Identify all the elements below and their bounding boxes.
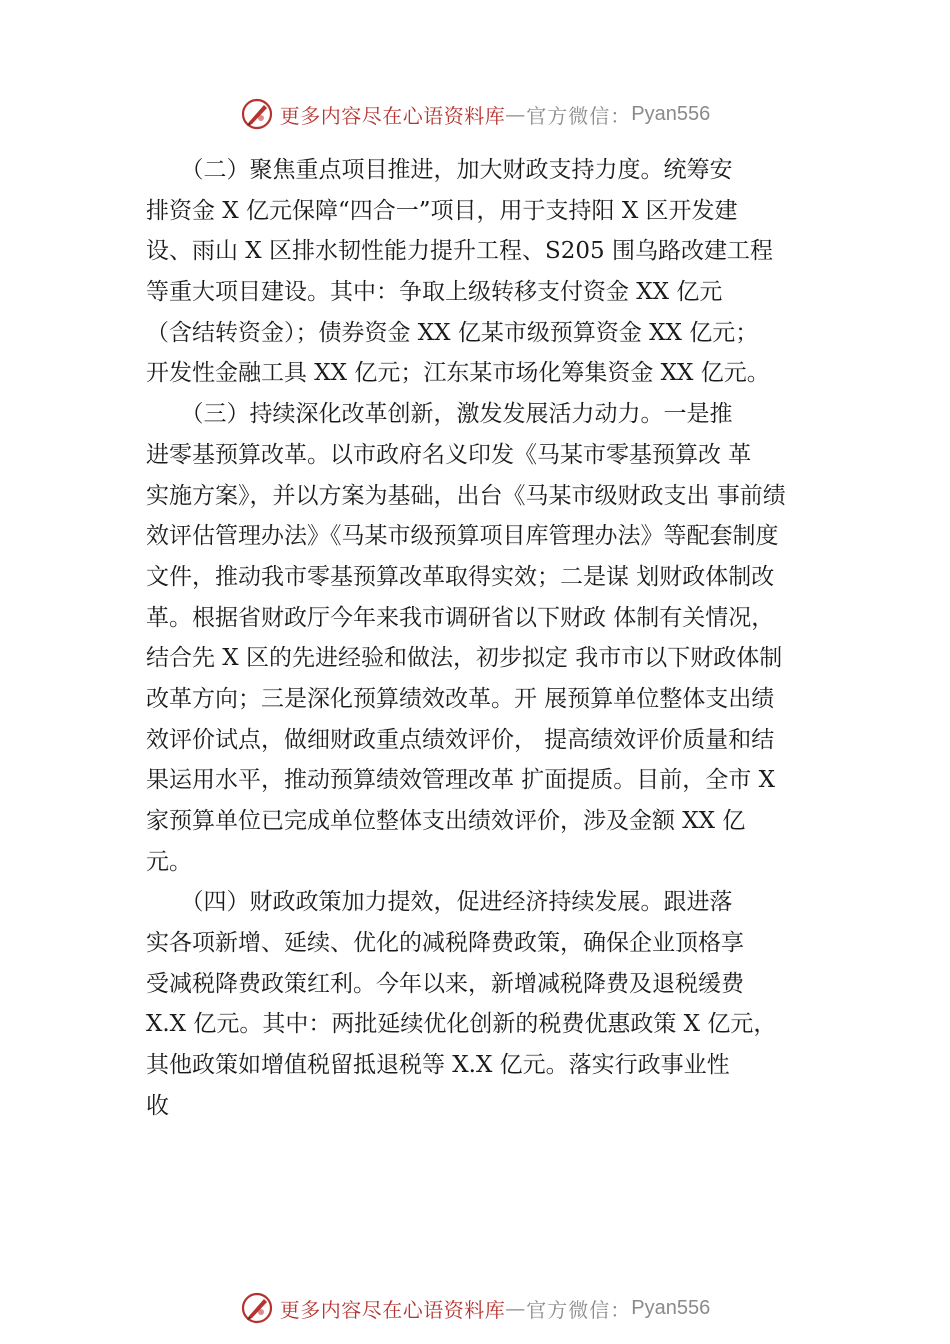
watermark-wechat-id: Pyan556 (631, 102, 711, 125)
text-line: （二）聚焦重点项目推进，加大财政支持力度。统筹安 (146, 157, 733, 183)
text-line: 进零基预算改革。以市政府名义印发《马某市零基预算改 革 (146, 441, 752, 468)
text-line: 排资金 X 亿元保障“四合一”项目，用于支持阳 X 区开发建 (146, 197, 738, 224)
text-line: 革。根据省财政厅今年来我市调研省以下财政 体制有关情况， (146, 604, 775, 631)
watermark-dash: — (505, 1296, 527, 1320)
text-line: 元。 (146, 848, 192, 875)
text-line: 开发性金融工具 XX 亿元；江东某市场化筹集资金 XX 亿元。 (146, 360, 770, 387)
text-line: （四）财政政策加力提效，促进经济持续发展。跟进落 (146, 889, 733, 916)
text-line: 家预算单位已完成单位整体支出绩效评价，涉及金额 XX 亿 (146, 808, 746, 834)
header-watermark (0, 94, 950, 134)
text-line: 实施方案》，并以方案为基础，出台《马某市级财政支出 事前绩 (146, 482, 786, 509)
text-line: 结合先 X 区的先进经验和做法，初步拟定 我市市以下财政体制 (146, 645, 783, 672)
footer-watermark (0, 1288, 950, 1328)
watermark-wechat-label: 官方微信： (526, 103, 632, 128)
text-line: 文件，推动我市零基预算改革取得实效；二是谋 划财政体制改 (146, 563, 775, 590)
text-line: （含结转资金）；债券资金 XX 亿某市级预算资金 XX 亿元； (146, 319, 759, 346)
text-line: X.X 亿元。其中：两批延续优化创新的税费优惠政策 X 亿元， (146, 1011, 777, 1038)
text-line: 设、雨山 X 区排水韧性能力提升工程、S205 围乌路改建工程 (146, 238, 773, 265)
text-line: 等重大项目建设。其中：争取上级转移支付资金 XX 亿元 (146, 279, 723, 306)
watermark-wechat-id: Pyan556 (631, 1296, 711, 1319)
pen-circle-logo-icon (240, 1291, 274, 1325)
document-body (146, 150, 836, 1127)
text-line: （三）持续深化改革创新，激发发展活力动力。一是推 (146, 401, 733, 428)
text-line: 效评价试点，做细财政重点绩效评价， 提高绩效评价质量和结 (146, 726, 775, 753)
text-line: 受减税降费政策红利。今年以来，新增减税降费及退税缓费 (146, 970, 744, 997)
text-line: 改革方向；三是深化预算绩效改革。开 展预算单位整体支出绩 (146, 685, 775, 712)
watermark-library-name: 更多内容尽在心语资料库 (279, 1297, 506, 1322)
watermark-library-name: 更多内容尽在心语资料库 (279, 103, 506, 128)
text-line: 其他政策如增值税留抵退税等 X.X 亿元。落实行政事业性 (146, 1052, 730, 1079)
text-line: 实各项新增、延续、优化的减税降费政策，确保企业顶格享 (146, 930, 744, 957)
text-line: 效评估管理办法》《马某市级预算项目库管理办法》等配套制度 (146, 523, 779, 550)
watermark-wechat-label: 官方微信： (526, 1297, 632, 1322)
text-line: 收 (146, 1092, 169, 1119)
pen-circle-logo-icon (240, 97, 274, 131)
text-line: 果运用水平，推动预算绩效管理改革 扩面提质。目前，全市 X (146, 767, 775, 794)
watermark-dash: — (505, 102, 527, 126)
